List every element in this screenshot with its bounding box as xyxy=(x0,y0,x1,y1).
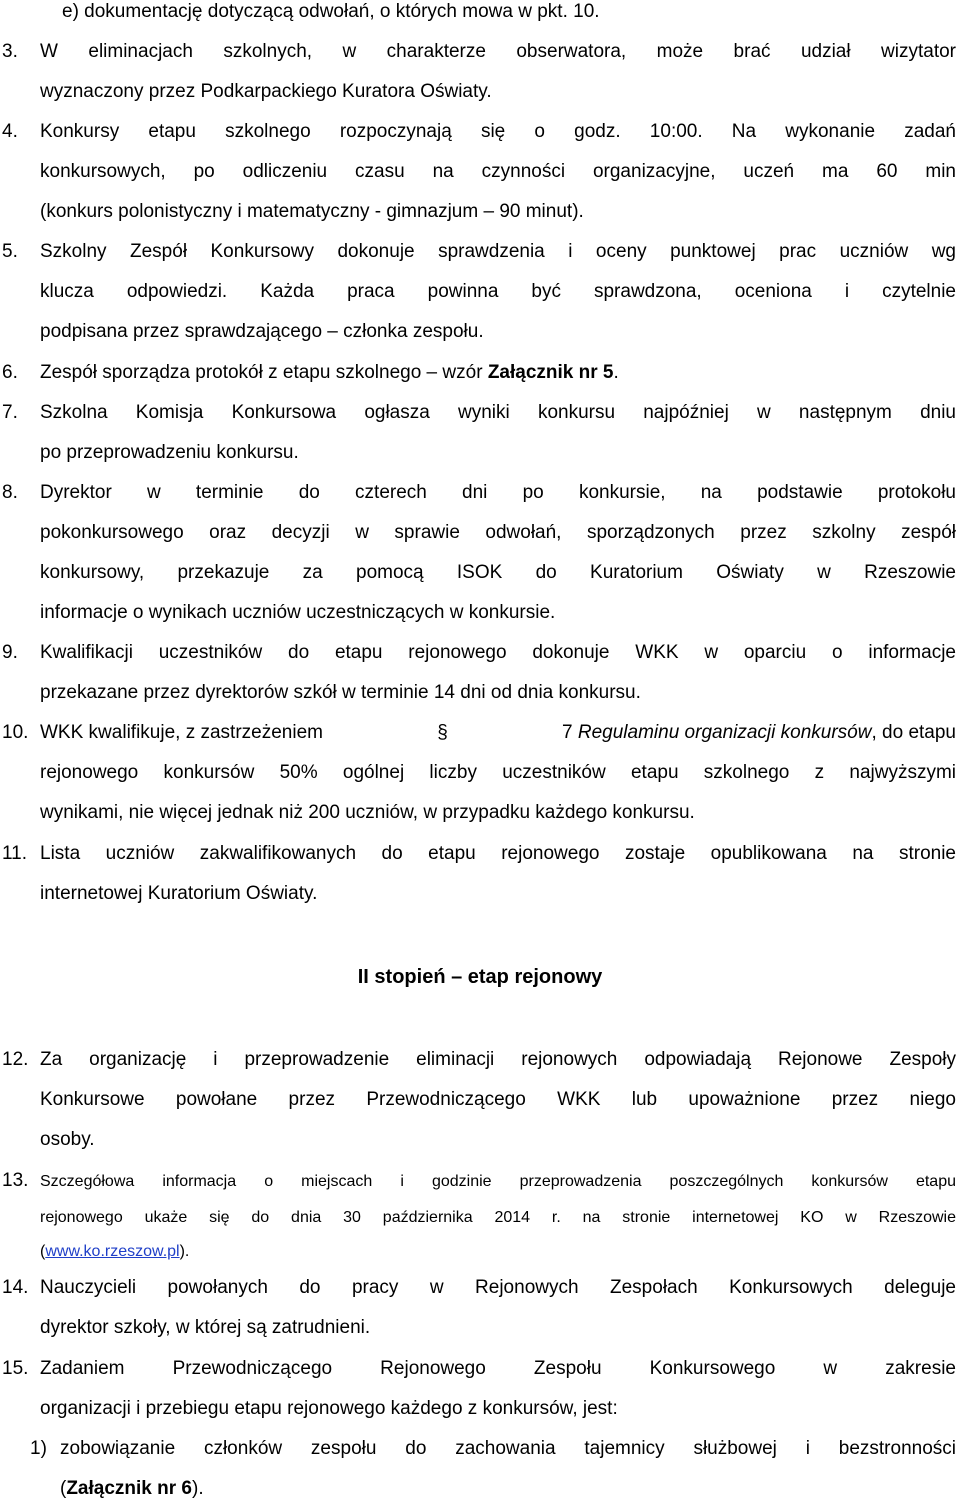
item-11-line-1: Lista uczniów zakwalifikowanych do etapu rejonowego zostaje opublikowana na stronie xyxy=(40,843,956,864)
item-4-line-3: (konkurs polonistyczny i matematyczny - gimnazjum – 90 minut). xyxy=(40,201,584,222)
item-5-line-1: Szkolny Zespół Konkursowy dokonuje sprawdzenia i oceny punktowej prac uczniów wg xyxy=(40,241,956,262)
item-12-number: 12. xyxy=(2,1049,29,1070)
item-15-line-2: organizacji i przebiegu etapu rejonowego każdego z konkursów, jest: xyxy=(40,1398,618,1419)
paren-close: ). xyxy=(179,1243,190,1260)
item-3-line-2: wyznaczony przez Podkarpackiego Kuratora Oświaty. xyxy=(40,81,492,102)
attachment-6-ref: Załącznik nr 6 xyxy=(66,1478,192,1499)
item-10-paragraph-num: 7 xyxy=(562,722,578,743)
item-15-number: 15. xyxy=(2,1358,29,1379)
item-5-line-2: klucza odpowiedzi. Każda praca powinna być sprawdzona, oceniona i czytelnie xyxy=(40,281,956,302)
item-13-number: 13. xyxy=(2,1170,29,1191)
item-7-line-1: Szkolna Komisja Konkursowa ogłasza wyniki konkursu najpóźniej w następnym dniu xyxy=(40,402,956,423)
paren-open: ( xyxy=(40,1243,46,1260)
item-10-line-3: wynikami, nie więcej jednak niż 200 uczniów, w przypadku każdego konkursu. xyxy=(40,802,695,823)
item-6-text: Zespół sporządza protokół z etapu szkolnego – wzór xyxy=(40,362,488,383)
item-5-line-3: podpisana przez sprawdzającego – członka zespołu. xyxy=(40,321,484,342)
item-11-number: 11. xyxy=(2,843,28,864)
item-12-line-2: Konkursowe powołane przez Przewodniczącego WKK lub upoważnione przez niego xyxy=(40,1089,956,1110)
item-12-line-1: Za organizację i przeprowadzenie eliminacji rejonowych odpowiadają Rejonowe Zespoły xyxy=(40,1049,956,1070)
subitem-1-line-1: zobowiązanie członków zespołu do zachowania tajemnicy służbowej i bezstronności xyxy=(60,1438,956,1459)
item-3-line-1: W eliminacjach szkolnych, w charakterze obserwatora, może brać udział wizytator xyxy=(40,41,956,62)
subitem-1-line-2 xyxy=(60,1477,204,1501)
item-6-period: . xyxy=(613,362,619,383)
regulation-title: Regulaminu organizacji konkursów xyxy=(577,722,872,743)
item-4-number: 4. xyxy=(2,121,18,142)
item-11-line-2: internetowej Kuratorium Oświaty. xyxy=(40,883,318,904)
item-10-number: 10. xyxy=(2,722,29,743)
item-13-line-3 xyxy=(40,1240,189,1264)
item-8-line-4: informacje o wynikach uczniów uczestniczących w konkursie. xyxy=(40,602,556,623)
item-4-line-2: konkursowych, po odliczeniu czasu na czynności organizacyjne, uczeń ma 60 min xyxy=(40,161,956,182)
paren-close: ). xyxy=(192,1478,204,1499)
item-14-line-2: dyrektor szkoły, w której są zatrudnieni. xyxy=(40,1317,371,1338)
item-6-line-1 xyxy=(40,361,619,385)
item-9-number: 9. xyxy=(2,642,18,663)
item-7-line-2: po przeprowadzeniu konkursu. xyxy=(40,442,299,463)
paren-open: ( xyxy=(60,1478,67,1499)
item-13-line-1: Szczegółowa informacja o miejscach i godzinie przeprowadzenia poszczególnych konkursów etapu xyxy=(40,1173,956,1190)
section-sign: § xyxy=(437,722,448,743)
item-9-line-2: przekazane przez dyrektorów szkół w terminie 14 dni od dnia konkursu. xyxy=(40,682,641,703)
item-9-line-1: Kwalifikacji uczestników do etapu rejonowego dokonuje WKK w oparciu o informacje xyxy=(40,642,956,663)
item-14-line-1: Nauczycieli powołanych do pracy w Rejonowych Zespołach Konkursowych deleguje xyxy=(40,1277,956,1298)
item-8-number: 8. xyxy=(2,482,18,503)
item-13-line-2: rejonowego ukaże się do dnia 30 października 2014 r. na stronie internetowej KO w Rzeszowie xyxy=(40,1209,956,1226)
item-7-number: 7. xyxy=(2,402,18,423)
attachment-5-ref: Załącznik nr 5 xyxy=(487,362,614,383)
item-12-line-3: osoby. xyxy=(40,1129,95,1150)
item-6-number: 6. xyxy=(2,362,18,383)
website-link[interactable]: www.ko.rzeszow.pl xyxy=(45,1243,180,1260)
item-15-line-1: Zadaniem Przewodniczącego Rejonowego Zespołu Konkursowego w zakresie xyxy=(40,1358,956,1379)
item-10-line-1 xyxy=(40,721,956,745)
item-5-number: 5. xyxy=(2,241,18,262)
subitem-1-number: 1) xyxy=(30,1438,47,1459)
section-heading: II stopień – etap rejonowy xyxy=(357,966,603,988)
item-10-text-b xyxy=(562,721,956,745)
item-10-line-2: rejonowego konkursów 50% ogólnej liczby uczestników etapu szkolnego z najwyższymi xyxy=(40,762,956,783)
item-4-line-1: Konkursy etapu szkolnego rozpoczynają się o godz. 10:00. Na wykonanie zadań xyxy=(40,121,956,142)
item-10-text-a: WKK kwalifikuje, z zastrzeżeniem xyxy=(40,722,323,743)
item-e-text: e) dokumentację dotyczącą odwołań, o których mowa w pkt. 10. xyxy=(62,1,600,22)
item-8-line-1: Dyrektor w terminie do czterech dni po konkursie, na podstawie protokołu xyxy=(40,482,956,503)
item-3-number: 3. xyxy=(2,41,18,62)
item-10-text-c: , do etapu xyxy=(871,722,956,743)
item-8-line-3: konkursowy, przekazuje za pomocą ISOK do Kuratorium Oświaty w Rzeszowie xyxy=(40,562,956,583)
item-14-number: 14. xyxy=(2,1277,29,1298)
item-8-line-2: pokonkursowego oraz decyzji w sprawie odwołań, sporządzonych przez szkolny zespół xyxy=(40,522,956,543)
